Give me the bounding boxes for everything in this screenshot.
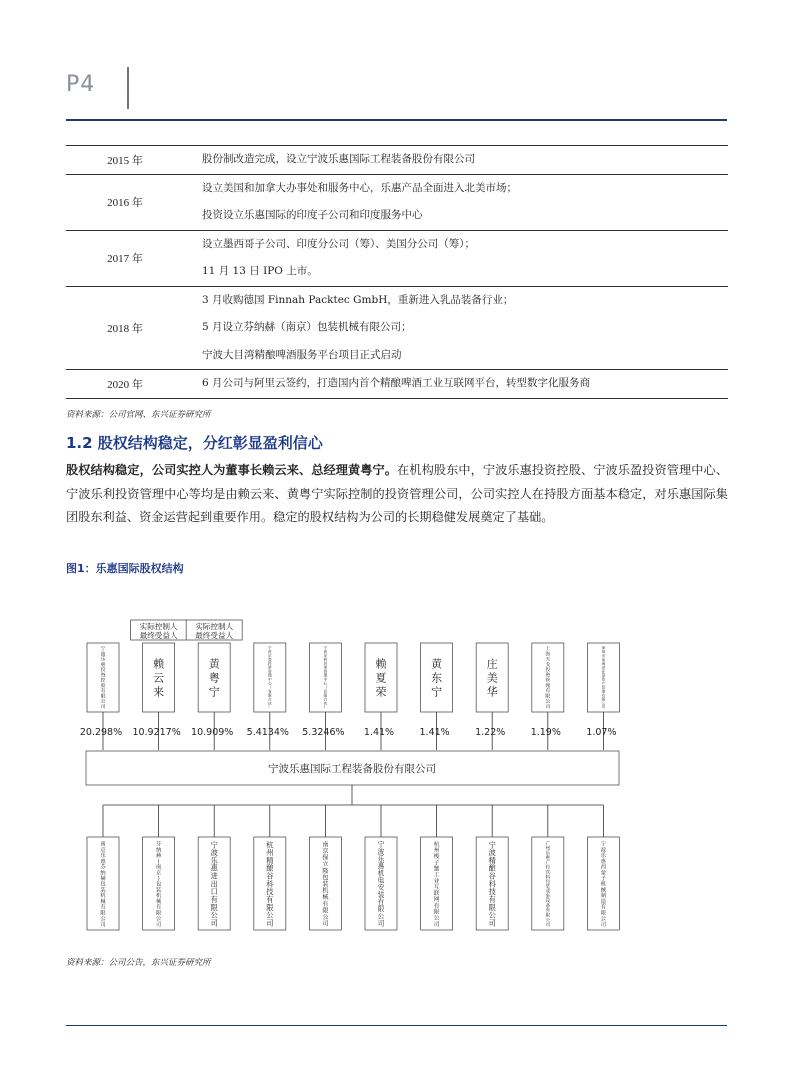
shareholder-name: 深圳市前海进化论资产管理有限公司 [601, 646, 606, 710]
paragraph-body: 在机构股东中，宁波乐惠投资控股、宁波乐盈投资管理中心、宁波乐利投资管理中心等均是由赖云来、黄粤宁实际控制的投资管理公司，公司实控人在持股方面基本稳定，对乐惠国际集团股东利益、资金运营起到重要作用。稳定的股权结构为公司的长期稳健发展奠定了基础。 [66, 463, 729, 524]
controller-tag: 实际控制人最终受益人 [195, 622, 234, 640]
history-event: 投资设立乐惠国际的印度子公司和印度服务中心 [202, 209, 423, 221]
history-row [66, 146, 728, 175]
subsidiary-name: 宁波精酿谷科技有限公司 [488, 840, 496, 928]
shareholder-name: 赖云来 [153, 657, 165, 699]
history-events [184, 286, 728, 370]
page-number: P4 [66, 72, 96, 97]
history-events [184, 370, 728, 399]
shareholder-name: 上海天戈投资管理有限公司 [545, 647, 551, 710]
subsidiary-name: 南京保立隆包装机械有限公司 [322, 841, 329, 928]
section-title: 1.2 股权结构稳定，分红彰显盈利信心 [66, 434, 323, 452]
history-event: 11 月 13 日 IPO 上市。 [202, 265, 318, 277]
history-row [66, 370, 728, 399]
shareholder-name: 宁波乐惠投资控股有限公司 [100, 647, 106, 710]
history-row [66, 174, 728, 230]
history-row [66, 286, 728, 370]
shareholder-name: 黄粤宁 [208, 657, 220, 699]
shareholder-pct: 10.909% [191, 727, 234, 738]
subsidiary-name: 宁波乐惠西蒙子机械制造有限公司 [600, 841, 607, 928]
subsidiary-name: 南京乐惠芬纳赫包装机械有限公司 [100, 841, 106, 928]
shareholder-pct: 5.4134% [246, 727, 289, 738]
ownership-chart [66, 608, 646, 938]
footer-rule [66, 1025, 727, 1026]
header-rule [66, 119, 727, 121]
shareholder-pct: 20.298% [79, 727, 123, 738]
history-event: 股份制改造完成，设立宁波乐惠国际工程装备股份有限公司 [202, 153, 475, 165]
controller-tag: 实际控制人最终受益人 [139, 622, 178, 640]
subsidiary-name: 芬纳赫(南京)包装机械有限公司 [155, 841, 162, 928]
shareholder-name: 黄东宁 [431, 657, 443, 699]
history-event: 设立美国和加拿大办事处和服务中心，乐惠产品全面进入北美市场； [202, 181, 517, 194]
figure-source: 资料来源：公司公告，东兴证券研究所 [66, 958, 211, 968]
history-row [66, 230, 728, 286]
company-name: 宁波乐惠国际工程装备股份有限公司 [268, 763, 436, 775]
shareholder-name: 宁波乐利投资管理中心（有限合伙） [323, 646, 328, 710]
history-events [184, 230, 728, 286]
shareholder-name: 庄美华 [486, 657, 498, 699]
history-year: 2020 年 [66, 370, 184, 399]
subsidiary-name: 杭州精酿谷科技有限公司 [266, 840, 274, 928]
history-events [184, 146, 728, 175]
shareholder-pct: 1.19% [530, 727, 561, 738]
body-paragraph [66, 459, 728, 530]
history-events [184, 174, 728, 230]
history-event: 6 月公司与阿里云签约，打造国内首个精酿啤酒工业互联网平台，转型数字化服务商 [202, 377, 591, 389]
header-divider [127, 67, 129, 109]
subsidiary-name: 宁波乐惠机电安装有限公司 [377, 840, 385, 928]
subsidiary-name: 杭州梭子蟹工业互联网有限公司 [433, 841, 440, 928]
table-source: 资料来源：公司官网、东兴证券研究所 [66, 410, 211, 420]
history-year: 2016 年 [66, 174, 184, 230]
shareholder-name: 宁波乐盈投资管理中心（有限合伙） [267, 646, 272, 710]
shareholder-pct: 1.22% [475, 727, 506, 738]
history-year: 2018 年 [66, 286, 184, 370]
shareholder-name: 赖夏荣 [375, 657, 387, 699]
history-year: 2017 年 [66, 230, 184, 286]
history-event: 5 月设立芬纳赫（南京）包装机械有限公司； [202, 321, 412, 333]
figure-title: 图1：乐惠国际股权结构 [66, 562, 184, 575]
history-year: 2015 年 [66, 146, 184, 175]
history-event: 设立墨西哥子公司、印度分公司（筹）、美国分公司（筹）； [202, 237, 475, 250]
paragraph-lead: 股权结构稳定，公司实控人为董事长赖云来、总经理黄粤宁。 [66, 463, 398, 477]
subsidiary-name: 广州乐惠广轻饮料包装成套设备有限公司 [545, 841, 551, 929]
shareholder-pct: 5.3246% [302, 727, 345, 738]
shareholder-pct: 1.41% [363, 727, 395, 738]
history-event: 宁波大目湾精酿啤酒服务平台项目正式启动 [202, 348, 402, 361]
history-table [66, 145, 728, 399]
shareholder-pct: 1.07% [586, 727, 617, 738]
history-event: 3 月收购德国 Finnah Packtec GmbH，重新进入乳品装备行业； [202, 293, 514, 306]
shareholder-pct: 1.41% [419, 727, 450, 738]
shareholder-pct: 10.9217% [132, 727, 181, 738]
subsidiary-name: 宁波乐惠进出口有限公司 [210, 840, 218, 928]
